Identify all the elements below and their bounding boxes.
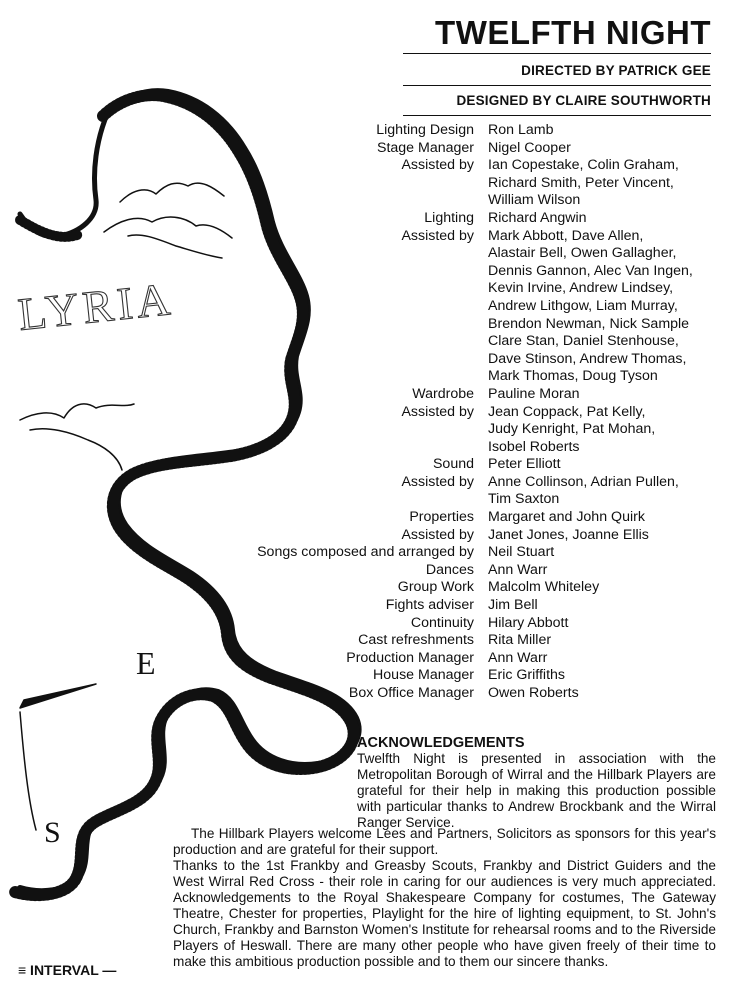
credit-row xyxy=(190,210,720,228)
mountains-3 xyxy=(20,404,134,420)
credit-names: Neil Stuart xyxy=(488,544,555,561)
credit-names: Ron Lamb xyxy=(488,122,554,138)
credit-names: Richard Smith, Peter Vincent, xyxy=(488,174,674,191)
credit-row xyxy=(190,421,720,439)
credit-row xyxy=(190,175,720,193)
credit-role xyxy=(190,368,488,386)
credit-names: Margaret and John Quirk xyxy=(488,509,645,526)
compass-south-label: S xyxy=(44,816,61,849)
credit-names: Rita Miller xyxy=(488,632,552,649)
credit-names: Tim Saxton xyxy=(488,491,560,508)
credit-role xyxy=(190,421,488,439)
credit-names: Isobel Roberts xyxy=(488,438,580,455)
credit-role: Lighting Design xyxy=(376,122,474,138)
credit-row xyxy=(190,527,720,545)
credit-row xyxy=(190,368,720,386)
interval-label: ≡ INTERVAL — xyxy=(18,962,117,978)
acknowledgements-p3: Thanks to the 1st Frankby and Greasby Scouts, Frankby and District Guiders and the West Wirral Red Cross - their role in caring for our audiences is very much appreciated. Acknowledgements to the Royal Shakespeare Company for costumes, The Gateway Theatre, Chester for properties, Playlight for the hire of lighting equipment, to St. John's Church, Frankby and Barnston Women's Institute for rehearsal rooms and to the Riverside Players of Heswall. There are many other people who have given freely of their time to make this ambitious production possible and to them our sincere thanks. xyxy=(173,858,716,969)
credit-role: Stage Manager xyxy=(376,139,474,156)
upper-shore xyxy=(20,112,108,237)
credits-list xyxy=(190,122,720,703)
credit-role xyxy=(190,175,488,193)
credit-row xyxy=(190,439,720,457)
credit-names: Richard Angwin xyxy=(488,209,587,226)
credit-row xyxy=(190,667,720,685)
credit-role xyxy=(190,351,488,369)
credit-role: Production Manager xyxy=(346,649,474,666)
lyria-label: LYRIA xyxy=(15,272,177,340)
credit-names: Mark Abbott, Dave Allen, xyxy=(488,227,644,244)
credit-role xyxy=(190,333,488,351)
credit-role xyxy=(190,439,488,457)
credit-role: Fights adviser xyxy=(385,597,474,614)
credit-row xyxy=(190,140,720,158)
credit-row xyxy=(190,685,720,703)
credit-role: Assisted by xyxy=(401,403,474,420)
credit-row xyxy=(190,650,720,668)
credit-row xyxy=(190,122,720,140)
credit-role: Sound xyxy=(432,456,474,473)
credit-role: Wardrobe xyxy=(412,385,474,402)
credit-row xyxy=(190,386,720,404)
credit-role xyxy=(190,245,488,263)
credit-role xyxy=(190,192,488,210)
credit-row xyxy=(190,456,720,474)
credit-role: Box Office Manager xyxy=(348,685,474,701)
credit-row xyxy=(190,351,720,369)
credit-role: Assisted by xyxy=(401,227,474,244)
credit-row xyxy=(190,491,720,509)
credit-row xyxy=(190,333,720,351)
director-credit: DIRECTED BY PATRICK GEE xyxy=(521,63,711,78)
compass-arrow xyxy=(20,684,96,708)
credit-row xyxy=(190,157,720,175)
credit-role: Songs composed and arranged by xyxy=(257,544,474,561)
credit-names: Peter Elliott xyxy=(488,456,561,473)
credit-role: Continuity xyxy=(410,614,474,631)
credit-row xyxy=(190,597,720,615)
page-title: TWELFTH NIGHT xyxy=(435,14,711,51)
credit-names: Janet Jones, Joanne Ellis xyxy=(488,526,649,543)
credit-names: Anne Collinson, Adrian Pullen, xyxy=(488,473,679,490)
credit-role: House Manager xyxy=(373,667,474,684)
credit-role: Assisted by xyxy=(401,473,474,490)
credit-names: Dave Stinson, Andrew Thomas, xyxy=(488,350,687,367)
credit-names: William Wilson xyxy=(488,192,581,209)
credit-row xyxy=(190,316,720,334)
credit-role xyxy=(190,491,488,509)
credit-row xyxy=(190,579,720,597)
credit-row xyxy=(190,245,720,263)
compass-east-label: E xyxy=(136,645,156,681)
director-rule xyxy=(403,85,711,86)
acknowledgements-p2: The Hillbark Players welcome Lees and Partners, Solicitors as sponsors for this year's production and are grateful for their support. xyxy=(173,826,716,857)
credit-names: Hilary Abbott xyxy=(488,614,569,631)
credit-role xyxy=(190,263,488,281)
credit-row xyxy=(190,632,720,650)
credit-names: Ian Copestake, Colin Graham, xyxy=(488,157,679,174)
acknowledgements-heading: ACKNOWLEDGEMENTS xyxy=(357,735,525,751)
credit-names: Jim Bell xyxy=(488,597,538,614)
credit-names: Pauline Moran xyxy=(488,385,580,402)
credit-role: Dances xyxy=(425,561,474,578)
credit-row xyxy=(190,562,720,580)
credit-role xyxy=(190,298,488,316)
credit-names: Malcolm Whiteley xyxy=(488,579,600,596)
credit-names: Judy Kenright, Pat Mohan, xyxy=(488,421,656,438)
credit-names: Dennis Gannon, Alec Van Ingen, xyxy=(488,262,693,279)
credit-names: Eric Griffiths xyxy=(488,667,565,684)
credit-names: Clare Stan, Daniel Stenhouse, xyxy=(488,333,679,350)
credit-row xyxy=(190,263,720,281)
credit-row xyxy=(190,544,720,562)
credit-role: Properties xyxy=(409,509,474,526)
credit-names: Mark Thomas, Doug Tyson xyxy=(488,368,658,385)
credit-names: Jean Coppack, Pat Kelly, xyxy=(488,403,646,420)
credit-names: Kevin Irvine, Andrew Lindsey, xyxy=(488,280,674,297)
designer-rule xyxy=(403,115,711,116)
credit-role: Lighting xyxy=(424,209,474,226)
credit-row xyxy=(190,280,720,298)
acknowledgements-body xyxy=(173,826,716,970)
credit-row xyxy=(190,509,720,527)
credit-row xyxy=(190,192,720,210)
credit-role: Cast refreshments xyxy=(358,632,474,649)
credit-names: Brendon Newman, Nick Sample xyxy=(488,315,690,332)
credit-role xyxy=(190,280,488,298)
credit-names: Nigel Cooper xyxy=(488,139,571,156)
credit-role: Assisted by xyxy=(401,526,474,543)
acknowledgements-text: Twelfth Night is presented in association with the Metropolitan Borough of Wirral and the Hillbark Players are grateful for their help in making this production possible with particular thanks to Andrew Brockbank and the Wirral Ranger Service. xyxy=(357,751,716,830)
credit-names: Ann Warr xyxy=(488,649,548,666)
credit-role: Assisted by xyxy=(401,157,474,174)
credit-role xyxy=(190,316,488,334)
credit-names: Ann Warr xyxy=(488,561,548,578)
credit-row xyxy=(190,404,720,422)
credit-role: Group Work xyxy=(397,579,474,596)
credit-names: Andrew Lithgow, Liam Murray, xyxy=(488,297,678,314)
credit-names: Owen Roberts xyxy=(488,685,579,701)
designer-credit: DESIGNED BY CLAIRE SOUTHWORTH xyxy=(456,93,711,108)
credit-row xyxy=(190,298,720,316)
credit-row xyxy=(190,474,720,492)
title-rule xyxy=(403,53,711,54)
credit-row xyxy=(190,615,720,633)
credit-names: Alastair Bell, Owen Gallagher, xyxy=(488,245,677,262)
acknowledgements-p1 xyxy=(357,751,716,831)
credit-row xyxy=(190,228,720,246)
